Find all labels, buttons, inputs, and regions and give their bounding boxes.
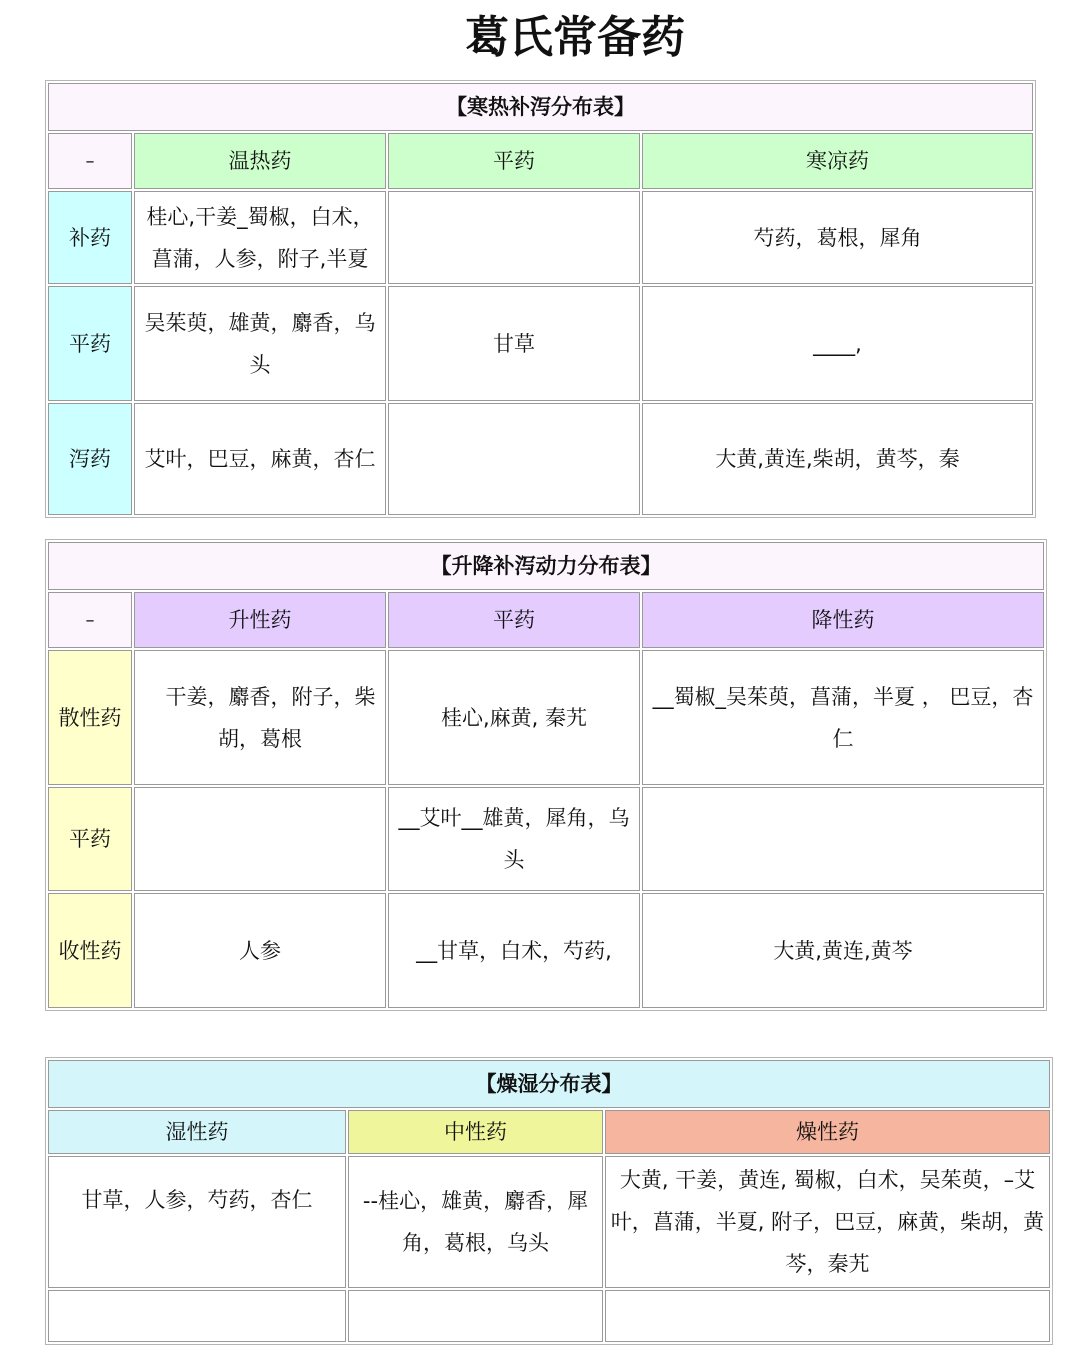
table1-header-cold: 寒凉药 (642, 133, 1033, 189)
table2-cell: 干姜，麝香，附子，柴胡，葛根 (134, 650, 386, 785)
table2-cell: __蜀椒_吴茱萸，菖蒲，半夏 ， 巴豆，杏仁 (642, 650, 1044, 785)
table1-cell: 甘草 (388, 286, 640, 401)
table1-cell: 艾叶，巴豆，麻黄，杏仁 (134, 403, 386, 515)
dry-wet-table (45, 1057, 1053, 1345)
table2-header-rising: 升性药 (134, 592, 386, 648)
table3-header-dry: 燥性药 (605, 1110, 1050, 1154)
table2-row-label: 平药 (48, 787, 132, 891)
table2-cell (642, 787, 1044, 891)
table2-cell: 桂心,麻黄, 秦艽 (388, 650, 640, 785)
table1-cell: ____, (642, 286, 1033, 401)
table3-cell (348, 1290, 603, 1342)
table3-cell (605, 1290, 1050, 1342)
table3-cell: --桂心，雄黄，麝香，犀角，葛根，乌头 (348, 1156, 603, 1288)
table1-cell: 吴茱萸，雄黄，麝香，乌头 (134, 286, 386, 401)
table3-cell: 甘草，人参，芍药，杏仁 (48, 1156, 346, 1288)
table1-corner: – (48, 133, 132, 189)
cold-heat-table (45, 80, 1036, 518)
table3-header-neutral: 中性药 (348, 1110, 603, 1154)
table3-cell (48, 1290, 346, 1342)
table1-cell: 大黄,黄连,柴胡，黄芩，秦 (642, 403, 1033, 515)
table3-header-wet: 湿性药 (48, 1110, 346, 1154)
table2-cell: 人参 (134, 893, 386, 1008)
table1-header-warm: 温热药 (134, 133, 386, 189)
table1-cell (388, 191, 640, 284)
table2-cell: __艾叶__雄黄，犀角，乌头 (388, 787, 640, 891)
table1-row-label: 补药 (48, 191, 132, 284)
table2-cell: 大黄,黄连,黄芩 (642, 893, 1044, 1008)
table1-cell (388, 403, 640, 515)
table1-row-label: 平药 (48, 286, 132, 401)
table2-header-falling: 降性药 (642, 592, 1044, 648)
table2-cell (134, 787, 386, 891)
table1-cell: 芍药，葛根，犀角 (642, 191, 1033, 284)
table2-row-label: 散性药 (48, 650, 132, 785)
table2-caption: 【升降补泻动力分布表】 (48, 542, 1044, 590)
table1-header-neutral: 平药 (388, 133, 640, 189)
page-title: 葛氏常备药 (465, 12, 685, 63)
table1-row-label: 泻药 (48, 403, 132, 515)
table2-cell: __甘草，白术，芍药, (388, 893, 640, 1008)
table2-header-neutral: 平药 (388, 592, 640, 648)
table1-caption: 【寒热补泻分布表】 (48, 83, 1033, 131)
table2-row-label: 收性药 (48, 893, 132, 1008)
table2-corner: – (48, 592, 132, 648)
table1-cell: 桂心,干姜_蜀椒，白术，菖蒲，人参，附子,半夏 (134, 191, 386, 284)
table3-cell: 大黄, 干姜，黄连, 蜀椒，白术，吴茱萸，–艾叶，菖蒲，半夏, 附子，巴豆，麻黄，柴胡，黄芩，秦艽 (605, 1156, 1050, 1288)
table3-caption: 【燥湿分布表】 (48, 1060, 1050, 1108)
rise-fall-table (45, 539, 1047, 1011)
